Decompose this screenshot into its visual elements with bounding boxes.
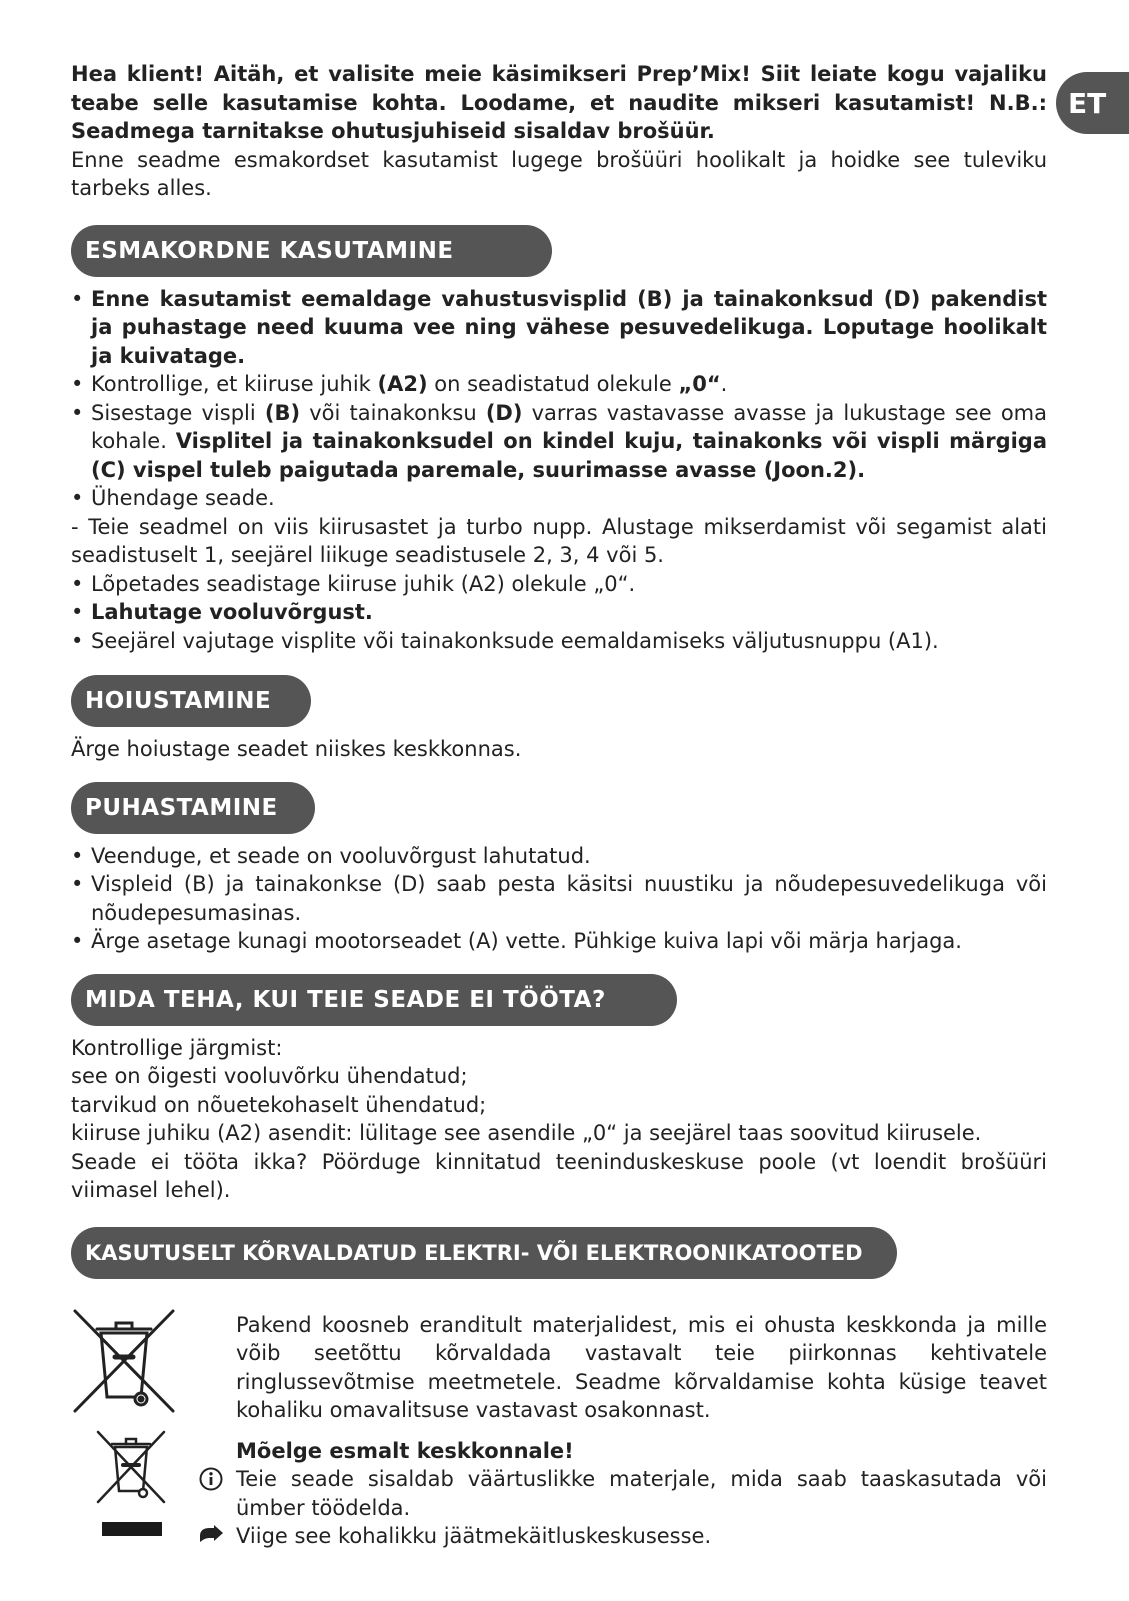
check-line: Kontrollige järgmist: xyxy=(71,1035,283,1060)
env-title: Mõelge esmalt keskkonnale! xyxy=(236,1438,574,1463)
env-text: Viige see kohalikku jäätmekäitluskeskusesse. xyxy=(236,1524,712,1548)
separation-bar xyxy=(102,1522,162,1536)
list-item: • Ärge asetage kunagi mootorseadet (A) vette. Pühkige kuiva lapi või märja harjaga. xyxy=(71,929,962,953)
esmakordne-list xyxy=(71,285,1047,513)
language-tab: ET xyxy=(1056,72,1129,134)
heading-puhastamine: PUHASTAMINE xyxy=(71,782,315,834)
list-item: • Veenduge, et seade on vooluvõrgust lahutatud. xyxy=(71,843,591,868)
list-item: • Sisestage vispli (B) või tainakonksu (D) varras vastavasse avasse ja lukustage see oma kohale. Visplitel ja tainakonksudel on kindel kuju, tainakonks või vispli märgiga (C) vispel tuleb paigutada paremale, suurimasse avasse (Joon.2). xyxy=(71,400,1048,482)
list-item: • Lõpetades seadistage kiiruse juhik (A2) olekule „0“. xyxy=(71,571,636,596)
list-item: • Enne kasutamist eemaldage vahustusvisplid (B) ja tainakonksud (D) pakendist ja puhastage need kuuma vee ning vähese pesuvedelikuga. Loputage hoolikalt ja kuivatage. xyxy=(71,286,1047,368)
disposal-section xyxy=(71,1301,1047,1601)
environment-block xyxy=(236,1437,1047,1551)
hoiustamine-text: Ärge hoiustage seadet niiskes keskkonnas. xyxy=(71,737,522,761)
check-line: tarvikud on nõuetekohaselt ühendatud; xyxy=(71,1092,487,1117)
esmakordne-list-2 xyxy=(71,570,1047,656)
list-item: • Ühendage seade. xyxy=(71,486,275,510)
crossed-bin-icon xyxy=(71,1309,177,1413)
heading-mida-teha: MIDA TEHA, KUI TEIE SEADE EI TÖÖTA? xyxy=(71,974,677,1026)
intro-bold-text: Hea klient! Aitäh, et valisite meie käsimikseri Prep’Mix! Siit leiate kogu vajaliku teabe selle kasutamise kohta. Loodame, et naudite mikseri kasutamist! N.B.: Seadmega tarnitakse ohutusjuhiseid sisaldav brošüür. xyxy=(71,62,1047,143)
list-item: • Seejärel vajutage visplite või tainakonksude eemaldamiseks väljutusnuppu (A1). xyxy=(71,628,939,653)
heading-esmakordne: ESMAKORDNE KASUTAMINE xyxy=(71,225,552,277)
check-line: kiiruse juhiku (A2) asendit: lülitage see asendile „0“ ja seejärel taas soovitud kiirusele. xyxy=(71,1121,982,1145)
list-item: • Kontrollige, et kiiruse juhik (A2) on seadistatud olekule „0“. xyxy=(71,372,728,396)
mida-teha-body xyxy=(71,1034,1047,1205)
heading-hoiustamine: HOIUSTAMINE xyxy=(71,675,311,727)
arrow-right-icon xyxy=(198,1525,224,1547)
check-line: see on õigesti vooluvõrku ühendatud; xyxy=(71,1064,468,1088)
heading-kasutuselt: KASUTUSELT KÕRVALDATUD ELEKTRI- VÕI ELEKTROONIKATOOTED xyxy=(71,1227,897,1279)
manual-page xyxy=(71,60,1047,1601)
crossed-bin-small-icon xyxy=(95,1429,167,1505)
intro-text: Enne seadme esmakordset kasutamist lugege brošüüri hoolikalt ja hoidke see tuleviku tarbeks alles. xyxy=(71,147,1047,200)
env-text: Teie seade sisaldab väärtuslikke materjale, mida saab taaskasutada või ümber töödelda. xyxy=(236,1467,1047,1520)
info-icon xyxy=(199,1467,223,1491)
list-item: • Lahutage vooluvõrgust. xyxy=(71,600,373,624)
packaging-text: Pakend koosneb eranditult materjalidest, mis ei ohusta keskkonda ja mille võib seetõttu kõrvaldada vastavalt teie piirkonnas kehtivatele ringlussevõtmise meetmetele. Seadme kõrvaldamise kohta küsige teavet kohaliku omavalitsuse vastavast osakonnast. xyxy=(236,1312,1047,1422)
check-line: Seade ei tööta ikka? Pöörduge kinnitatud teeninduskeskuse poole (vt loendit brošüüri viimasel lehel). xyxy=(71,1149,1047,1202)
list-item: • Vispleid (B) ja tainakonkse (D) saab pesta käsitsi nuustiku ja nõudepesuvedelikuga või nõudepesumasinas. xyxy=(71,872,1047,925)
speed-info-text: - Teie seadmel on viis kiirusastet ja turbo nupp. Alustage mikserdamist või segamist alati seadistuselt 1, seejärel liikuge seadistusele 2, 3, 4 või 5. xyxy=(71,514,1047,567)
puhastamine-list xyxy=(71,842,1047,956)
